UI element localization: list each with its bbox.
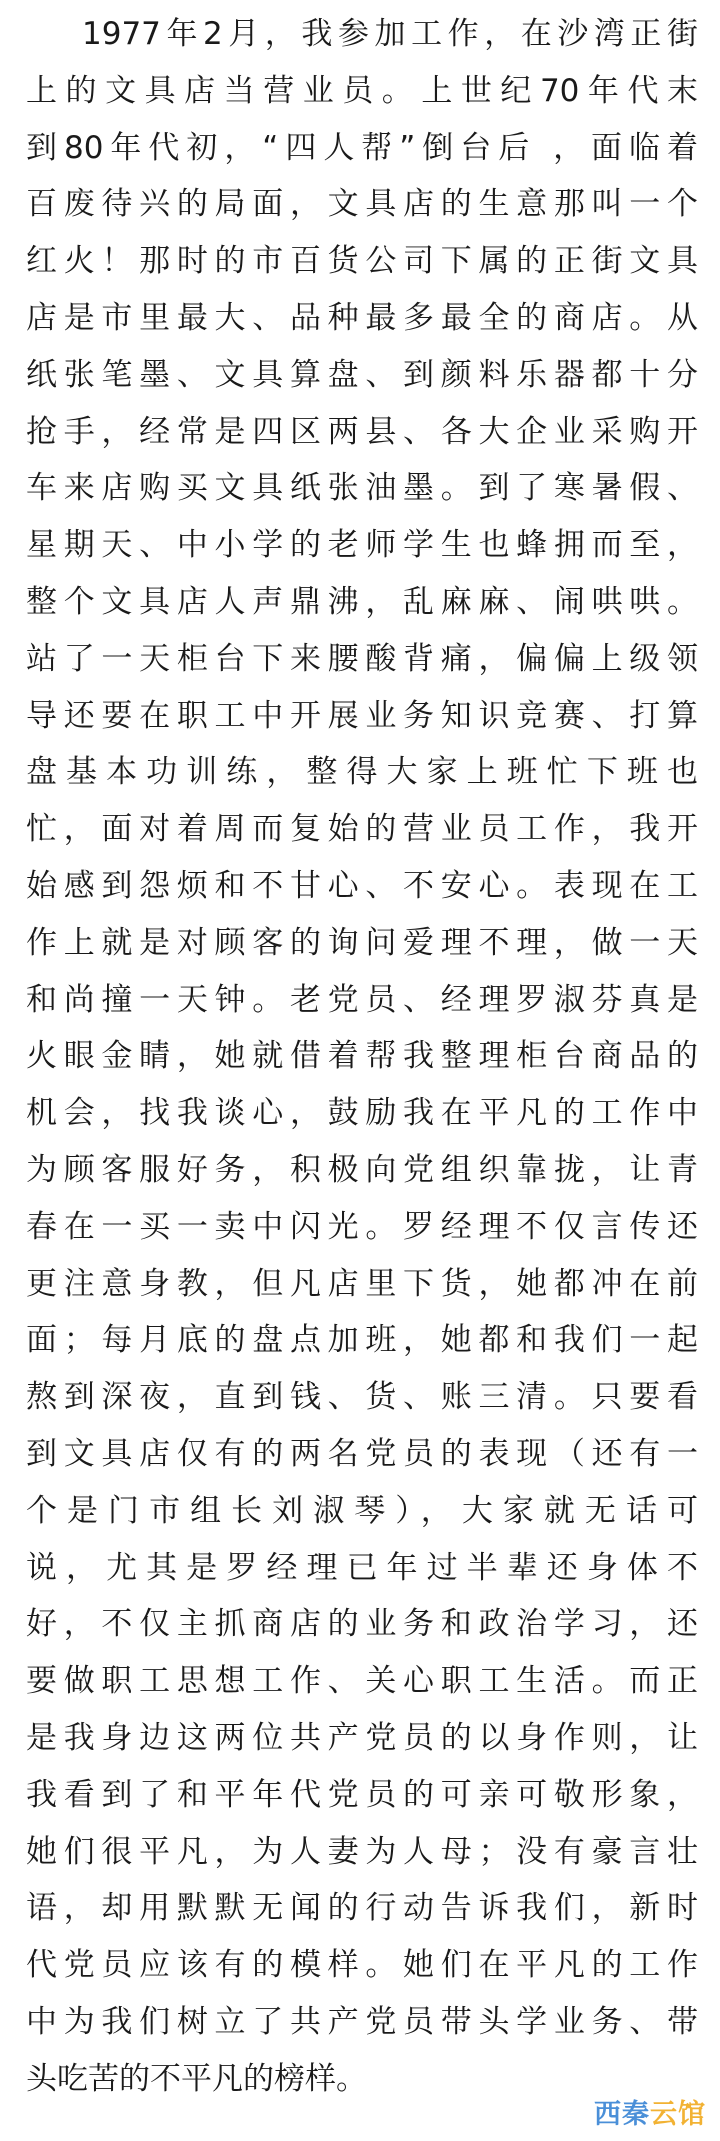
text-line: 1977年2月，我参加工作，在沙湾正街 bbox=[82, 16, 698, 52]
text-line: 作上就是对顾客的询问爱理不理，做一天 bbox=[26, 924, 698, 961]
text-line: 上的文具店当营业员。上世纪70年代末 bbox=[26, 72, 698, 109]
watermark-logo bbox=[594, 2092, 706, 2131]
watermark-text-part2: 云馆 bbox=[650, 2099, 706, 2130]
watermark-text-part1: 西秦 bbox=[594, 2099, 650, 2130]
text-line: 火眼金睛，她就借着帮我整理柜台商品的 bbox=[26, 1038, 698, 1075]
text-line: 导还要在职工中开展业务知识竞赛、打算 bbox=[26, 697, 698, 734]
text-line: 和尚撞一天钟。老党员、经理罗淑芬真是 bbox=[26, 981, 698, 1018]
text-line: 是我身边这两位共产党员的以身作则，让 bbox=[26, 1719, 698, 1756]
text-line: 更注意身教，但凡店里下货，她都冲在前 bbox=[26, 1265, 698, 1302]
text-line: 她们很平凡，为人妻为人母；没有豪言壮 bbox=[26, 1833, 698, 1870]
text-line: 红火！那时的市百货公司下属的正街文具 bbox=[26, 243, 698, 280]
text-line: 中为我们树立了共产党员带头学业务、带 bbox=[26, 2003, 698, 2040]
text-line: 忙，面对着周而复始的营业员工作，我开 bbox=[26, 811, 698, 848]
text-line: 整个文具店人声鼎沸，乱麻麻、闹哄哄。 bbox=[26, 583, 698, 620]
text-line: 到80年代初，“四人帮”倒台后 ，面临着 bbox=[26, 129, 698, 166]
text-line: 到文具店仅有的两名党员的表现（还有一 bbox=[26, 1435, 698, 1472]
text-line: 始感到怨烦和不甘心、不安心。表现在工 bbox=[26, 867, 698, 904]
text-line: 星期天、中小学的老师学生也蜂拥而至， bbox=[26, 527, 698, 564]
text-line: 春在一买一卖中闪光。罗经理不仅言传还 bbox=[26, 1208, 698, 1245]
text-line: 机会，找我谈心，鼓励我在平凡的工作中 bbox=[26, 1095, 698, 1132]
text-line: 纸张笔墨、文具算盘、到颜料乐器都十分 bbox=[26, 356, 698, 393]
text-line: 我看到了和平年代党员的可亲可敬形象， bbox=[26, 1776, 698, 1813]
text-line: 为顾客服好务，积极向党组织靠拢，让青 bbox=[26, 1151, 698, 1188]
text-line: 代党员应该有的模样。她们在平凡的工作 bbox=[26, 1947, 698, 1984]
text-line: 熬到深夜，直到钱、货、账三清。只要看 bbox=[26, 1379, 698, 1416]
text-line: 要做职工思想工作、关心职工生活。而正 bbox=[26, 1663, 698, 1700]
text-line: 站了一天柜台下来腰酸背痛，偏偏上级领 bbox=[26, 640, 698, 677]
text-line: 抢手，经常是四区两县、各大企业采购开 bbox=[26, 413, 698, 450]
text-line: 百废待兴的局面，文具店的生意那叫一个 bbox=[26, 186, 698, 223]
text-line: 说，尤其是罗经理已年过半辈还身体不 bbox=[26, 1549, 698, 1586]
text-line: 头吃苦的不平凡的榜样。 bbox=[26, 2060, 367, 2097]
text-line: 个是门市组长刘淑琴），大家就无话可 bbox=[26, 1492, 698, 1529]
text-line: 面；每月底的盘点加班，她都和我们一起 bbox=[26, 1322, 698, 1359]
text-line: 好，不仅主抓商店的业务和政治学习，还 bbox=[26, 1606, 698, 1643]
article-body bbox=[26, 6, 698, 2107]
text-line: 盘基本功训练，整得大家上班忙下班也 bbox=[26, 754, 698, 791]
text-line: 车来店购买文具纸张油墨。到了寒暑假、 bbox=[26, 470, 698, 507]
text-line: 语，却用默默无闻的行动告诉我们，新时 bbox=[26, 1890, 698, 1927]
text-line: 店是市里最大、品种最多最全的商店。从 bbox=[26, 299, 698, 336]
